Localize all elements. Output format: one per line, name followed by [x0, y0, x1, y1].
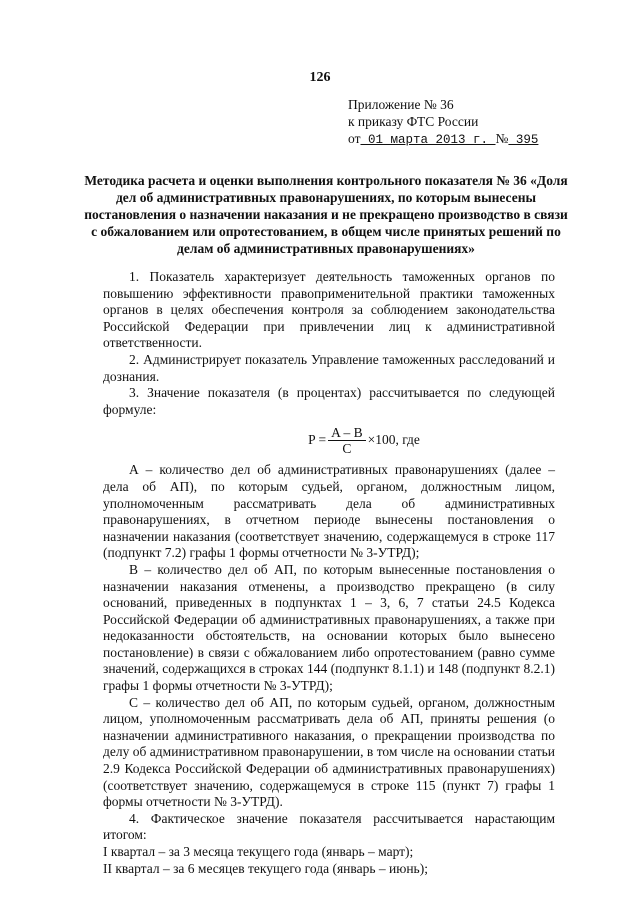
formula-numerator: A – B — [328, 425, 366, 441]
appendix-number: 395 — [508, 133, 539, 147]
paragraph-a: А – количество дел об административных правонарушениях (далее – дела об АП), по которым судьей, органом, должностным лицом, уполномоченным рассматривать дела об административных правонарушениях, в отчетном периоде вынесены постановления о назначении наказания (соответствует значению, содержащемуся в строке 117 (подпункт 7.2) графы 1 формы отчетности № 3-УТРД); — [103, 462, 555, 561]
appendix-from: от — [348, 131, 361, 146]
paragraph-c: С – количество дел об АП, по которым судьей, органом, должностным лицом, уполномоченным рассматривать дела об АП, приняты решения (о назначении административного наказания, о прекращении производства по делу об административном правонарушении, в том числе на основании статьи 2.9 Кодекса Российской Федерации об административных правонарушениях) (соответствует значению, содержащемуся в строке 115 (пункт 7) графы 1 формы отчетности № 3-УТРД). — [103, 694, 555, 810]
appendix-line-2: к приказу ФТС России — [348, 114, 479, 129]
formula — [103, 418, 555, 462]
appendix-header — [348, 96, 538, 149]
formula-lhs: P = — [308, 432, 327, 448]
document-title: Методика расчета и оценки выполнения контрольного показателя № 36 «Доля дел об административных правонарушениях, по которым вынесены постановления о назначении наказания и не прекращено производство в связи с обжалованием или опротестованием, в общем числе принятых решений по делам об административных правонарушениях» — [84, 173, 568, 256]
page-number: 126 — [309, 70, 331, 85]
formula-denominator: C — [342, 440, 352, 456]
paragraph-1: 1. Показатель характеризует деятельность таможенных органов по повышению эффективности правоприменительной практики таможенных органов в целях обеспечения контроля за соблюдением законодательства Российской Федерации при привлечении лиц к административной ответственности. — [103, 269, 555, 351]
paragraph-2: 2. Администрирует показатель Управление таможенных расследований и дознания. — [103, 351, 555, 384]
paragraph-3: 3. Значение показателя (в процентах) рассчитывается по следующей формуле: — [103, 385, 555, 417]
appendix-num-label: № — [495, 131, 509, 146]
paragraph-b: В – количество дел об АП, по которым вынесенные постановления о назначении наказания отменены, а производство прекращено (в силу оснований, приведенных в подпунктах 1 – 3, 6, 7 статьи 24.5 Кодекса Российской Федерации об административных правонарушениях, а также при недоказанности обстоятельств, на основании которых было вынесено постановление) в связи с обжалованием либо опротестованием (равно сумме значений, содержащихся в строках 144 (подпункт 8.1.1) и 148 (подпункт 8.2.1) графы 1 формы отчетности № 3-УТРД); — [103, 561, 555, 694]
paragraph-4: 4. Фактическое значение показателя рассчитывается нарастающим итогом: — [103, 810, 555, 843]
appendix-line-1: Приложение № 36 — [348, 97, 454, 112]
quarter-1-line: I квартал – за 3 месяца текущего года (январь – март); — [103, 844, 414, 859]
appendix-line-3 — [348, 130, 538, 149]
quarter-2-line: II квартал – за 6 месяцев текущего года (январь – июнь); — [103, 860, 428, 876]
document-body — [103, 269, 555, 877]
formula-fraction — [328, 425, 366, 456]
formula-rhs: ×100, где — [367, 432, 420, 448]
appendix-date: 01 марта 2013 г. — [360, 133, 496, 147]
